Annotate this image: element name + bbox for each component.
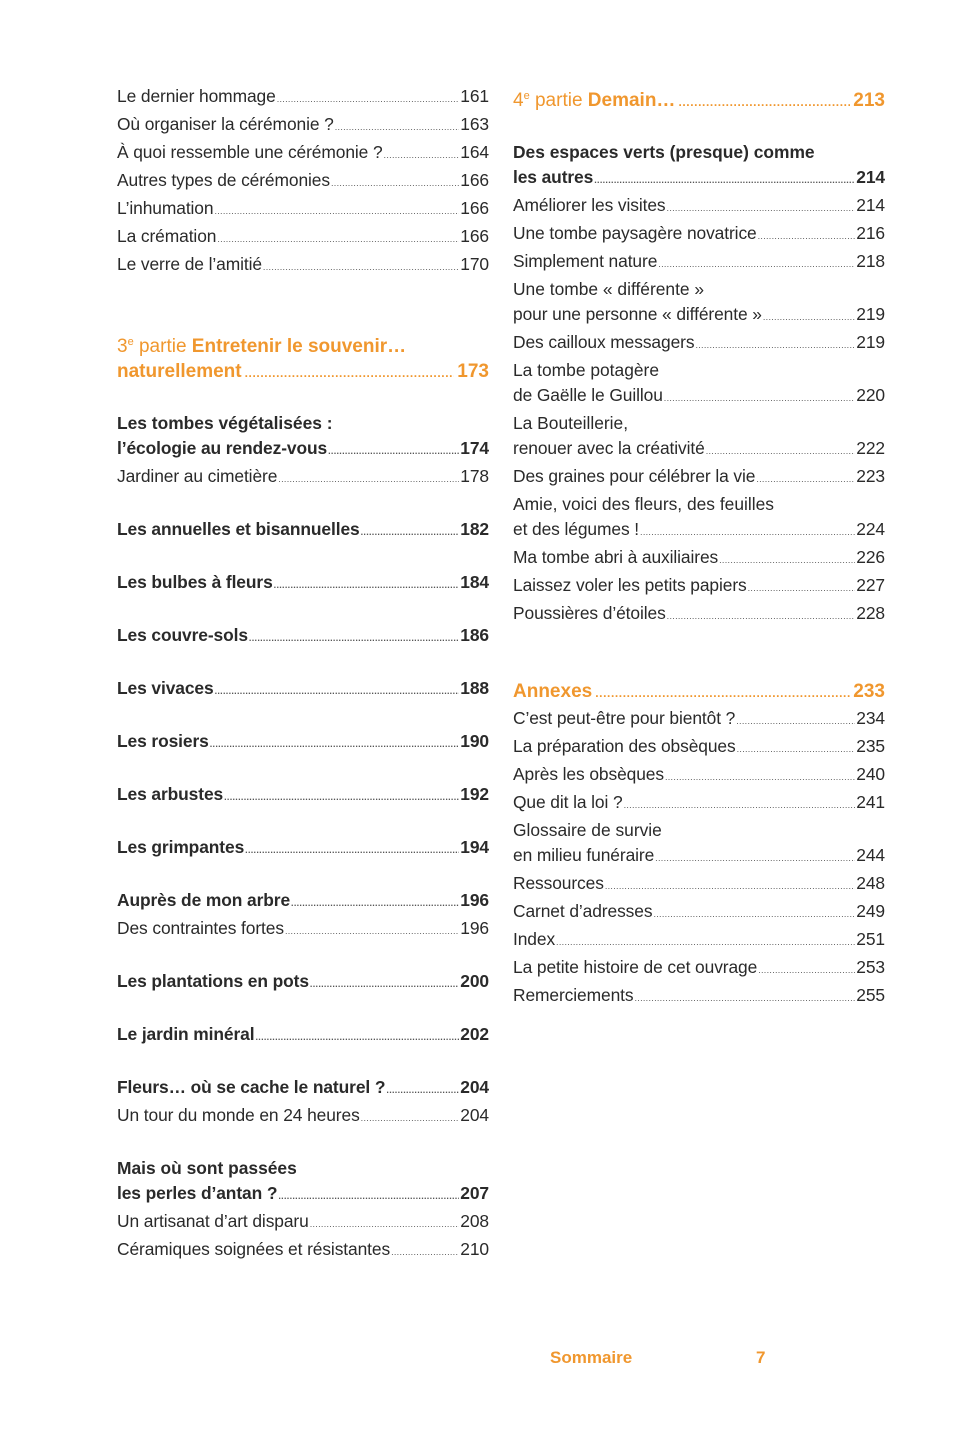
leader-dots — [763, 305, 855, 330]
toc-entry-title: Où organiser la cérémonie ? — [117, 114, 334, 134]
toc-entry-title: Les plantations en pots — [117, 971, 309, 991]
leader-dots — [595, 681, 850, 706]
toc-entry-page: 234 — [856, 708, 885, 728]
toc-entry-page: 228 — [856, 603, 885, 623]
toc-section-entry[interactable] — [117, 888, 489, 916]
toc-entry-page: 200 — [460, 971, 489, 991]
toc-entry-title: et des légumes ! — [513, 519, 640, 539]
annexes-page: 233 — [853, 681, 885, 702]
toc-entry-title: Que dit la loi ? — [513, 792, 623, 812]
toc-entry[interactable] — [117, 84, 489, 112]
toc-section-entry[interactable] — [117, 517, 489, 545]
part4-heading[interactable] — [513, 84, 885, 115]
toc-section-entry[interactable] — [117, 1022, 489, 1050]
part3-title-line2: naturellement — [117, 361, 242, 382]
leader-dots — [386, 1078, 459, 1103]
toc-entry-title: de Gaëlle le Guillou — [513, 385, 663, 405]
toc-section-entry[interactable] — [117, 623, 489, 651]
toc-entry-title: Ma tombe abri à auxiliaires — [513, 547, 719, 567]
toc-entry[interactable] — [117, 168, 489, 196]
toc-entry-page: 255 — [856, 985, 885, 1005]
toc-entry-page: 178 — [460, 466, 489, 486]
page-number: 7 — [756, 1348, 766, 1367]
toc-entry-title: les perles d’antan ? — [117, 1183, 278, 1203]
toc-entry-title: La crémation — [117, 226, 217, 246]
leader-dots — [634, 986, 855, 1011]
toc-entry[interactable] — [117, 140, 489, 168]
toc-section-entry[interactable] — [117, 782, 489, 810]
toc-left-sections — [117, 411, 489, 1265]
leader-dots — [719, 548, 855, 573]
toc-entry-page: 226 — [856, 547, 885, 567]
toc-entry-page: 164 — [460, 142, 489, 162]
section-page: 214 — [856, 167, 885, 187]
toc-entry-title: Les bulbes à fleurs — [117, 572, 273, 592]
leader-dots — [556, 930, 855, 955]
toc-entry-title: Carnet d’adresses — [513, 901, 653, 921]
toc-entry[interactable] — [513, 601, 885, 629]
leader-dots — [605, 874, 855, 899]
leader-dots — [245, 838, 459, 863]
leader-dots — [328, 439, 459, 464]
leader-dots — [249, 626, 459, 651]
toc-entry[interactable] — [117, 916, 489, 944]
toc-entry[interactable] — [513, 955, 885, 983]
toc-entry-page: 219 — [856, 332, 885, 352]
toc-entry-page: 184 — [460, 572, 489, 592]
toc-entry-page: 224 — [856, 519, 885, 539]
leader-dots — [274, 573, 460, 598]
leader-dots — [361, 520, 460, 545]
leader-dots — [758, 958, 855, 983]
toc-entry-title: À quoi ressemble une cérémonie ? — [117, 142, 383, 162]
toc-entry[interactable] — [117, 112, 489, 140]
leader-dots — [736, 709, 855, 734]
part3-heading-line1[interactable] — [117, 330, 489, 359]
toc-entry-page: 188 — [460, 678, 489, 698]
toc-entry-page: 216 — [856, 223, 885, 243]
part3-number: 3 — [117, 336, 128, 357]
leader-dots — [210, 732, 460, 757]
toc-entry-title: Des cailloux messagers — [513, 332, 695, 352]
leader-dots — [624, 793, 856, 818]
toc-entry-title: Une tombe paysagère novatrice — [513, 223, 757, 243]
toc-entry-title: La petite histoire de cet ouvrage — [513, 957, 758, 977]
leader-dots — [756, 467, 855, 492]
leader-dots — [277, 87, 460, 112]
leader-dots — [224, 785, 459, 810]
section-entry[interactable] — [513, 165, 885, 193]
leader-dots — [278, 467, 459, 492]
toc-entry[interactable] — [513, 927, 885, 955]
toc-section-entry[interactable] — [117, 969, 489, 997]
toc-entry-page: 186 — [460, 625, 489, 645]
toc-entry-title: Les arbustes — [117, 784, 224, 804]
toc-entry-title: Poussières d’étoiles — [513, 603, 666, 623]
toc-entry[interactable] — [513, 762, 885, 790]
toc-entry-page: 227 — [856, 575, 885, 595]
toc-entry-title: Un tour du monde en 24 heures — [117, 1105, 360, 1125]
section-title: les autres — [513, 167, 594, 187]
toc-entry[interactable] — [513, 221, 885, 249]
toc-entry[interactable] — [117, 1237, 489, 1265]
part3-sup: e — [127, 336, 134, 348]
leader-dots — [245, 361, 455, 386]
toc-right-column — [513, 84, 885, 1011]
leader-dots — [667, 604, 856, 629]
toc-entry-title: Améliorer les visites — [513, 195, 666, 215]
leader-dots — [658, 252, 855, 277]
toc-entry-page: 194 — [460, 837, 489, 857]
toc-entry[interactable] — [513, 545, 885, 573]
toc-entry-page: 202 — [460, 1024, 489, 1044]
toc-entry-page: 251 — [856, 929, 885, 949]
part4-sup: e — [523, 90, 530, 102]
leader-dots — [678, 90, 850, 115]
toc-entry-page: 192 — [460, 784, 489, 804]
toc-entry-title: en milieu funéraire — [513, 845, 655, 865]
toc-entry-title: Les annuelles et bisannuelles — [117, 519, 360, 539]
toc-entry-line1: Les tombes végétalisées : — [117, 413, 333, 433]
leader-dots — [255, 1025, 459, 1050]
toc-entry[interactable] — [513, 464, 885, 492]
toc-entry[interactable] — [513, 436, 885, 464]
leader-dots — [594, 168, 855, 193]
toc-entry-page: 219 — [856, 304, 885, 324]
toc-entry-line1: Amie, voici des fleurs, des feuilles — [513, 494, 774, 514]
leader-dots — [214, 199, 459, 224]
toc-entry[interactable] — [117, 1209, 489, 1237]
toc-entry-page: 166 — [460, 198, 489, 218]
toc-entry[interactable] — [513, 706, 885, 734]
toc-entry-title: Fleurs… où se cache le naturel ? — [117, 1077, 386, 1097]
toc-entry-page: 210 — [460, 1239, 489, 1259]
toc-entry[interactable] — [513, 330, 885, 358]
leader-dots — [758, 224, 856, 249]
toc-entry-line1: Mais où sont passées — [117, 1158, 297, 1178]
toc-right-entries — [513, 193, 885, 629]
toc-entry[interactable] — [117, 1103, 489, 1131]
leader-dots — [384, 143, 460, 168]
leader-dots — [695, 333, 855, 358]
toc-entry-page: 166 — [460, 226, 489, 246]
section-line1: Des espaces verts (presque) comme — [513, 142, 815, 162]
toc-entry-title: Un artisanat d’art disparu — [117, 1211, 309, 1231]
part3-heading-line2[interactable] — [117, 359, 489, 386]
toc-entry[interactable] — [513, 734, 885, 762]
leader-dots — [310, 1212, 460, 1237]
toc-entry-page: 166 — [460, 170, 489, 190]
part3-title-line1: Entretenir le souvenir… — [191, 336, 407, 357]
toc-entry[interactable] — [117, 196, 489, 224]
toc-entry-line1: Glossaire de survie — [513, 820, 662, 840]
toc-entry-page: 163 — [460, 114, 489, 134]
part4-number: 4 — [513, 90, 524, 111]
toc-entry-line1: La Bouteillerie, — [513, 413, 629, 433]
leader-dots — [217, 227, 459, 252]
toc-entry-page: 220 — [856, 385, 885, 405]
toc-section-entry[interactable] — [117, 436, 489, 464]
toc-entry[interactable] — [513, 843, 885, 871]
toc-entry-title: Index — [513, 929, 556, 949]
toc-entry[interactable] — [513, 383, 885, 411]
toc-section-entry[interactable] — [117, 1075, 489, 1103]
part4-page: 213 — [853, 90, 885, 111]
toc-entry-title: Des contraintes fortes — [117, 918, 284, 938]
leader-dots — [215, 679, 460, 704]
leader-dots — [640, 520, 855, 545]
toc-entry[interactable] — [513, 790, 885, 818]
toc-entry-title: Céramiques soignées et résistantes — [117, 1239, 391, 1259]
toc-entry-title: Simplement nature — [513, 251, 658, 271]
annexes-heading[interactable] — [513, 679, 885, 706]
toc-entry-title: Le dernier hommage — [117, 86, 276, 106]
toc-annex-entries — [513, 706, 885, 1011]
toc-entry[interactable] — [513, 871, 885, 899]
toc-entry-title: Le jardin minéral — [117, 1024, 255, 1044]
leader-dots — [391, 1240, 459, 1265]
toc-entry-line1: Une tombe « différente » — [513, 279, 705, 299]
toc-entry-title: pour une personne « différente » — [513, 304, 762, 324]
toc-section-entry[interactable] — [117, 570, 489, 598]
leader-dots — [665, 765, 855, 790]
toc-entry-title: Laissez voler les petits papiers — [513, 575, 747, 595]
toc-entry[interactable] — [117, 464, 489, 492]
toc-entry[interactable] — [513, 249, 885, 277]
toc-entry-title: Les vivaces — [117, 678, 214, 698]
toc-entry-title: Des graines pour célébrer la vie — [513, 466, 756, 486]
toc-entry-title: Après les obsèques — [513, 764, 664, 784]
toc-entry-page: 182 — [460, 519, 489, 539]
toc-entry-page: 218 — [856, 251, 885, 271]
part3-page: 173 — [457, 361, 489, 382]
toc-left-column — [117, 84, 489, 1265]
toc-entry-title: l’écologie au rendez-vous — [117, 438, 328, 458]
toc-entry-title: Ressources — [513, 873, 604, 893]
leader-dots — [263, 255, 459, 280]
leader-dots — [285, 919, 459, 944]
toc-entry-title: Les rosiers — [117, 731, 209, 751]
toc-entry-page: 196 — [460, 918, 489, 938]
toc-entry-page: 253 — [856, 957, 885, 977]
leader-dots — [335, 115, 460, 140]
toc-entry-title: Remerciements — [513, 985, 634, 1005]
toc-entry-page: 170 — [460, 254, 489, 274]
toc-entry-line1: La tombe potagère — [513, 360, 659, 380]
toc-section-entry[interactable] — [117, 1181, 489, 1209]
toc-entry-title: Jardiner au cimetière — [117, 466, 278, 486]
leader-dots — [653, 902, 855, 927]
leader-dots — [664, 386, 856, 411]
leader-dots — [361, 1106, 460, 1131]
toc-entry-title: Les couvre-sols — [117, 625, 248, 645]
toc-entry[interactable] — [513, 302, 885, 330]
toc-section-entry[interactable] — [117, 676, 489, 704]
toc-entry-title: Auprès de mon arbre — [117, 890, 291, 910]
leader-dots — [737, 737, 856, 762]
toc-entry-page: 174 — [460, 438, 489, 458]
toc-entry[interactable] — [513, 573, 885, 601]
toc-entry-page: 248 — [856, 873, 885, 893]
toc-entry-page: 223 — [856, 466, 885, 486]
toc-entry[interactable] — [513, 983, 885, 1011]
toc-entry[interactable] — [513, 193, 885, 221]
toc-entry-page: 222 — [856, 438, 885, 458]
toc-entry-page: 204 — [460, 1105, 489, 1125]
part4-word: partie — [529, 90, 588, 111]
toc-entry-page: 235 — [856, 736, 885, 756]
toc-entry-title: renouer avec la créativité — [513, 438, 705, 458]
toc-entry-title: C’est peut-être pour bientôt ? — [513, 708, 736, 728]
leader-dots — [655, 846, 855, 871]
leader-dots — [748, 576, 856, 601]
part4-title: Demain… — [587, 90, 676, 111]
toc-entry-page: 204 — [460, 1077, 489, 1097]
toc-entry-title: L’inhumation — [117, 198, 214, 218]
toc-section-entry[interactable] — [117, 835, 489, 863]
annexes-title: Annexes — [513, 681, 593, 702]
toc-entry-page: 196 — [460, 890, 489, 910]
leader-dots — [310, 972, 459, 997]
toc-entry-title: La préparation des obsèques — [513, 736, 736, 756]
leader-dots — [291, 891, 459, 916]
leader-dots — [278, 1184, 459, 1209]
toc-entry-page: 244 — [856, 845, 885, 865]
leader-dots — [667, 196, 856, 221]
toc-entry-page: 207 — [460, 1183, 489, 1203]
toc-entry-page: 241 — [856, 792, 885, 812]
toc-entry[interactable] — [117, 224, 489, 252]
footer-title: Sommaire — [550, 1348, 633, 1367]
toc-entry[interactable] — [513, 517, 885, 545]
leader-dots — [331, 171, 459, 196]
toc-entry-page: 208 — [460, 1211, 489, 1231]
toc-entry-page: 240 — [856, 764, 885, 784]
toc-entry-page: 161 — [460, 86, 489, 106]
part3-word: partie — [133, 336, 192, 357]
toc-left-top-entries — [117, 84, 489, 280]
toc-entry-page: 214 — [856, 195, 885, 215]
toc-entry-page: 190 — [460, 731, 489, 751]
toc-entry-title: Le verre de l’amitié — [117, 254, 262, 274]
toc-section-entry[interactable] — [117, 729, 489, 757]
toc-entry-page: 249 — [856, 901, 885, 921]
toc-entry[interactable] — [513, 899, 885, 927]
toc-entry-title: Autres types de cérémonies — [117, 170, 330, 190]
leader-dots — [706, 439, 856, 464]
toc-entry[interactable] — [117, 252, 489, 280]
toc-entry-title: Les grimpantes — [117, 837, 245, 857]
